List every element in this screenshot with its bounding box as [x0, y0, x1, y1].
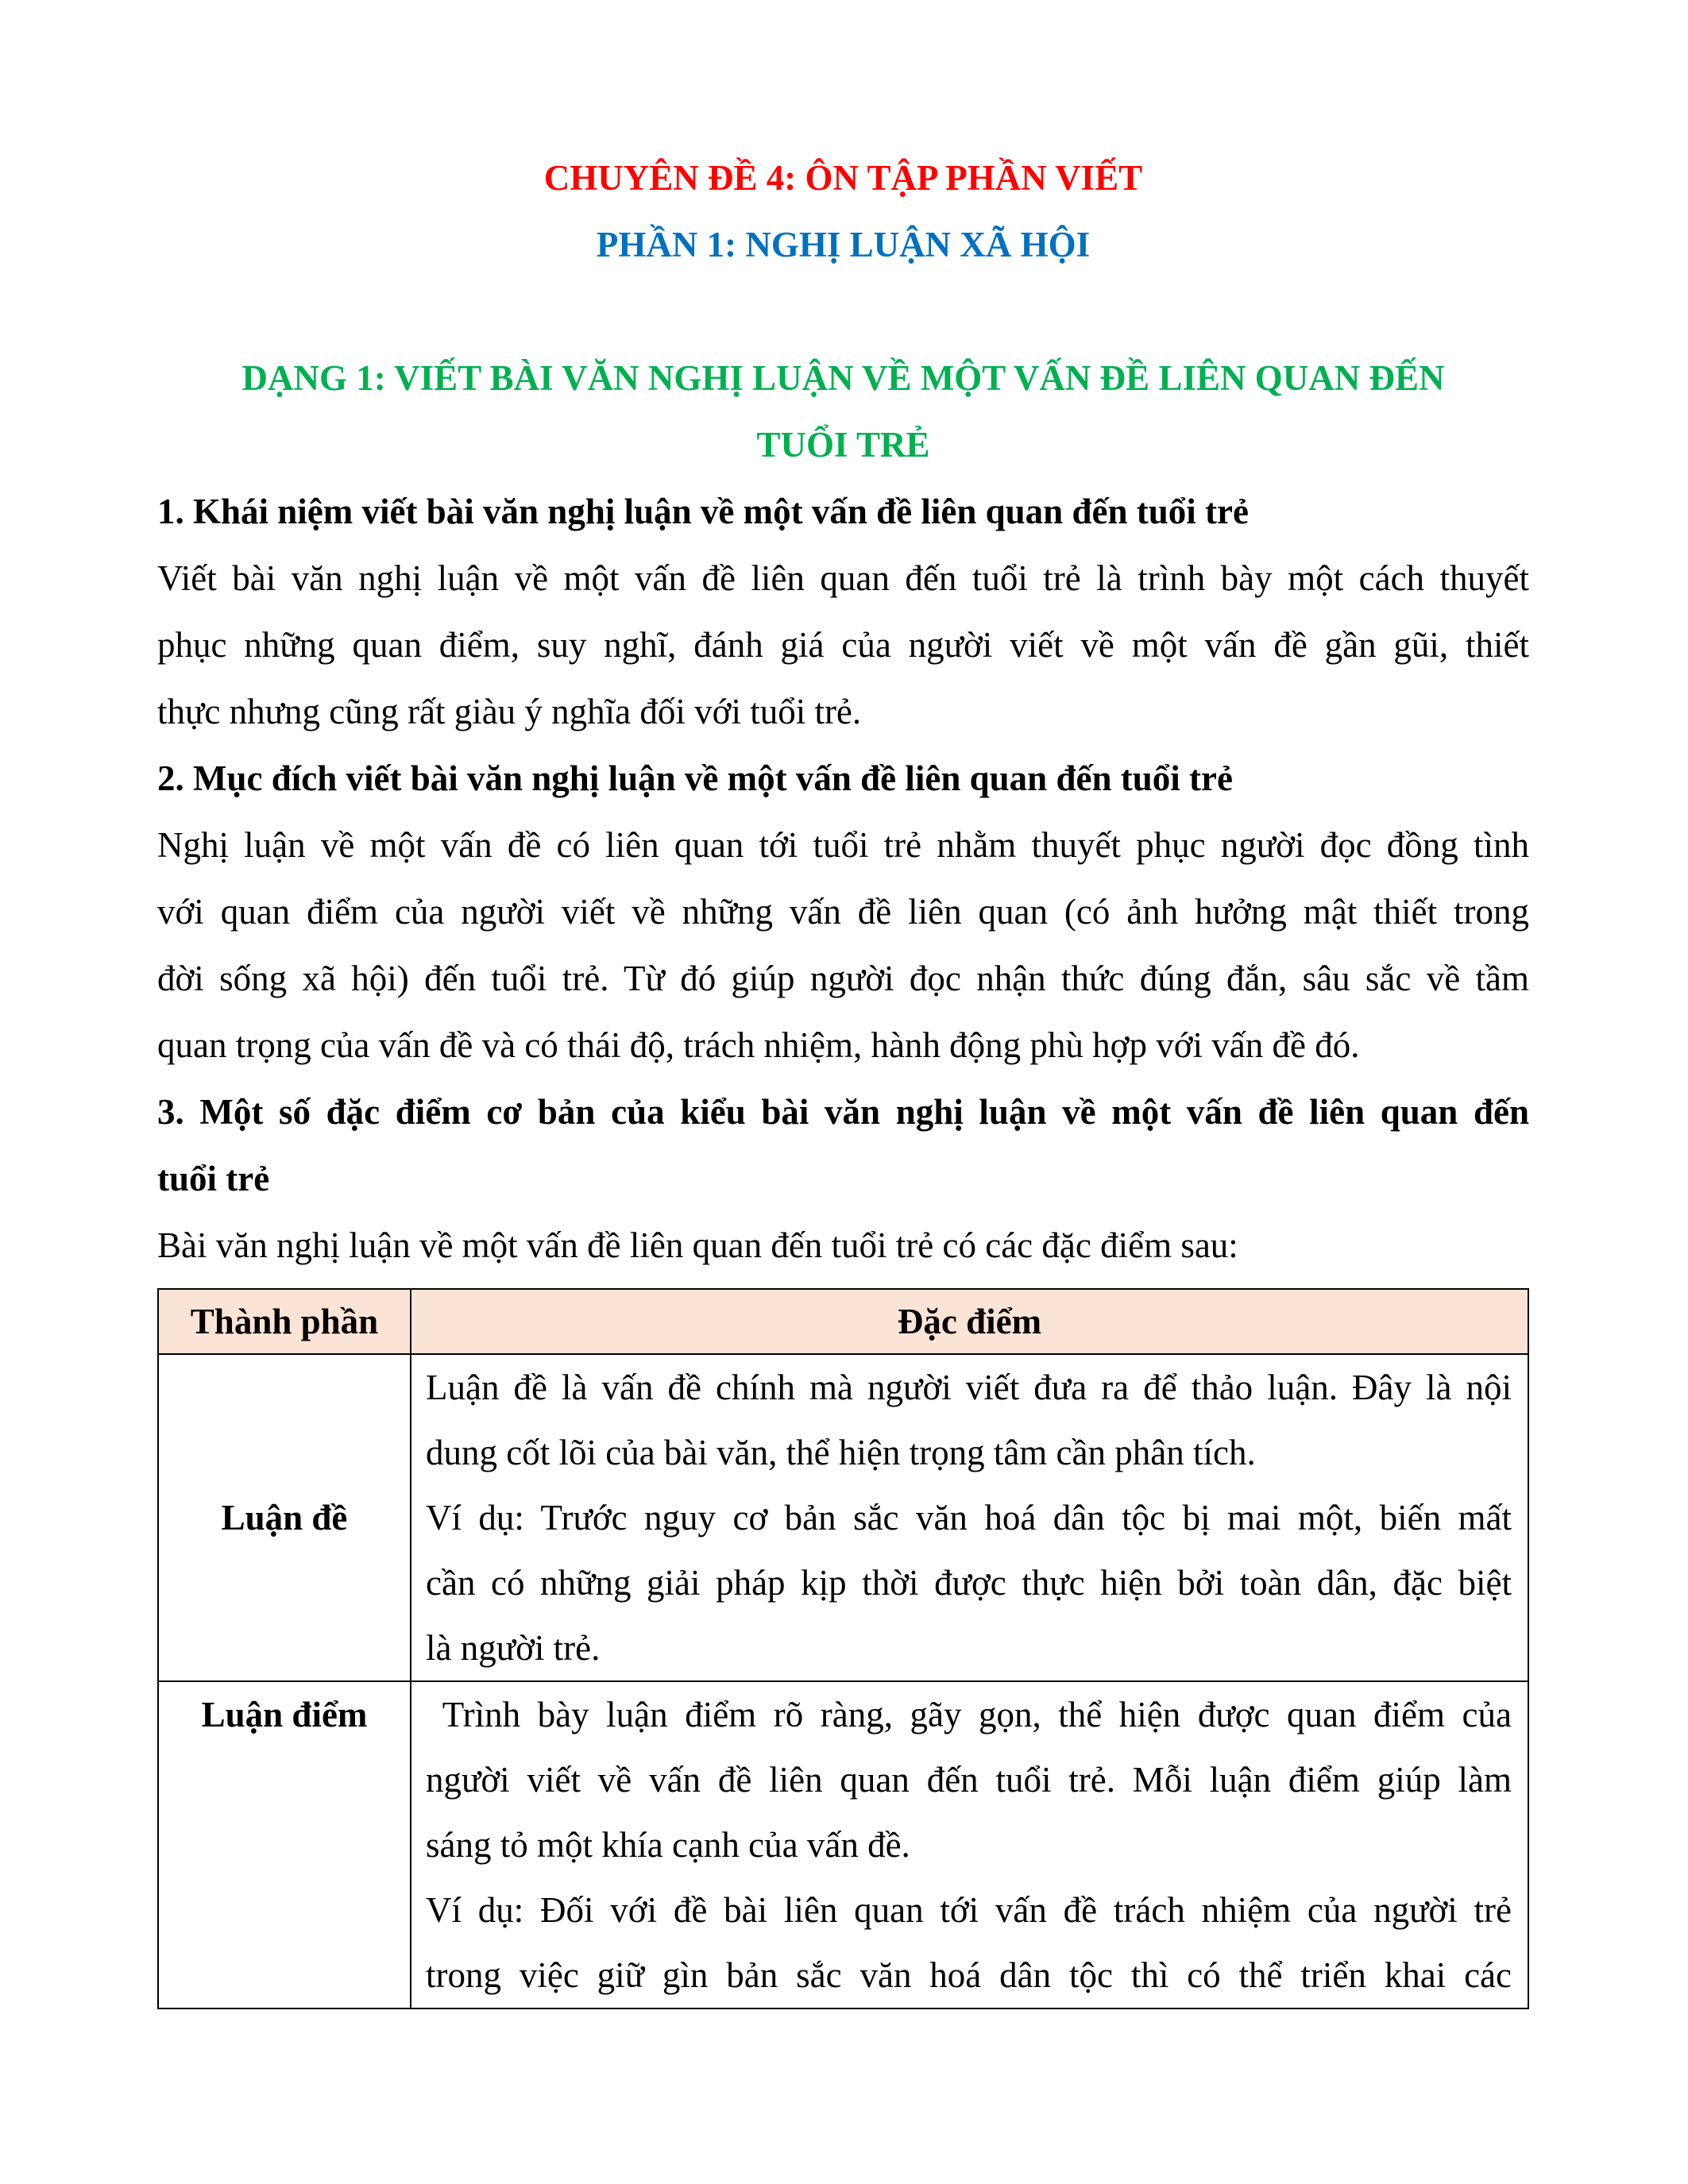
table-row: [158, 1681, 1528, 2008]
characteristics-table: [157, 1288, 1529, 2009]
body-line: quan trọng của vấn đề và có thái độ, trách nhiệm, hành động phù hợp với vấn đề đó.: [157, 1025, 1360, 1065]
cell-line: cần có những giải pháp kịp thời được thực hiện bởi toàn dân, đặc biệt: [426, 1563, 1512, 1603]
cell-line: Luận đề là vấn đề chính mà người viết đưa ra để thảo luận. Đây là nội: [426, 1368, 1512, 1407]
cell-line: sáng tỏ một khía cạnh của vấn đề.: [426, 1825, 910, 1865]
section-heading: 1. Khái niệm viết bài văn nghị luận về một vấn đề liên quan đến tuổi trẻ: [157, 492, 1249, 531]
header-component: Thành phần: [158, 1289, 411, 1354]
cell-line: người viết về vấn đề liên quan đến tuổi trẻ. Mỗi luận điểm giúp làm: [426, 1760, 1512, 1800]
section-heading: tuổi trẻ: [157, 1159, 270, 1198]
cell-line: Ví dụ: Đối với đề bài liên quan tới vấn đề trách nhiệm của người trẻ: [426, 1890, 1512, 1930]
cell-line: là người trẻ.: [426, 1628, 601, 1668]
component-cell: Luận đề: [158, 1354, 411, 1681]
section-heading: 3. Một số đặc điểm cơ bản của kiểu bài văn nghị luận về một vấn đề liên quan đến: [157, 1092, 1529, 1132]
form-title-line: TUỔI TRẺ: [756, 425, 930, 465]
body-line: với quan điểm của người viết về những vấn đề liên quan (có ảnh hưởng mật thiết trong: [157, 892, 1529, 932]
component-cell: Luận điểm: [158, 1681, 411, 2008]
body-line: đời sống xã hội) đến tuổi trẻ. Từ đó giúp người đọc nhận thức đúng đắn, sâu sắc về tầm: [157, 959, 1529, 998]
cell-line: Ví dụ: Trước nguy cơ bản sắc văn hoá dân tộc bị mai một, biến mất: [426, 1498, 1512, 1538]
form-title-line: DẠNG 1: VIẾT BÀI VĂN NGHỊ LUẬN VỀ MỘT VẤN ĐỀ LIÊN QUAN ĐẾN: [241, 358, 1445, 398]
document-title: CHUYÊN ĐỀ 4: ÔN TẬP PHẦN VIẾT: [543, 158, 1143, 198]
section-heading: 2. Mục đích viết bài văn nghị luận về một vấn đề liên quan đến tuổi trẻ: [157, 758, 1233, 798]
part-title: PHẦN 1: NGHỊ LUẬN XÃ HỘI: [596, 225, 1091, 264]
body-line: Bài văn nghị luận về một vấn đề liên quan đến tuổi trẻ có các đặc điểm sau:: [157, 1225, 1238, 1265]
body-line: thực nhưng cũng rất giàu ý nghĩa đối với tuổi trẻ.: [157, 692, 862, 731]
document-page: [157, 145, 1529, 2009]
body-line: phục những quan điểm, suy nghĩ, đánh giá của người viết về một vấn đề gần gũi, thiết: [157, 625, 1529, 665]
header-characteristics: Đặc điểm: [411, 1289, 1528, 1354]
body-line: Nghị luận về một vấn đề có liên quan tới tuổi trẻ nhằm thuyết phục người đọc đồng tình: [157, 825, 1529, 865]
description-cell: [411, 1681, 1528, 2008]
table-header-row: [158, 1289, 1528, 1354]
cell-line: dung cốt lõi của bài văn, thể hiện trọng tâm cần phân tích.: [426, 1433, 1256, 1472]
spacer: [157, 278, 1529, 345]
body-line: Viết bài văn nghị luận về một vấn đề liên quan đến tuổi trẻ là trình bày một cách thuyết: [157, 558, 1529, 598]
description-cell: [411, 1354, 1528, 1681]
cell-line: trong việc giữ gìn bản sắc văn hoá dân tộc thì có thể triển khai các: [426, 1955, 1512, 1995]
cell-line: Trình bày luận điểm rõ ràng, gãy gọn, thể hiện được quan điểm của: [426, 1695, 1512, 1734]
table-row: [158, 1354, 1528, 1681]
